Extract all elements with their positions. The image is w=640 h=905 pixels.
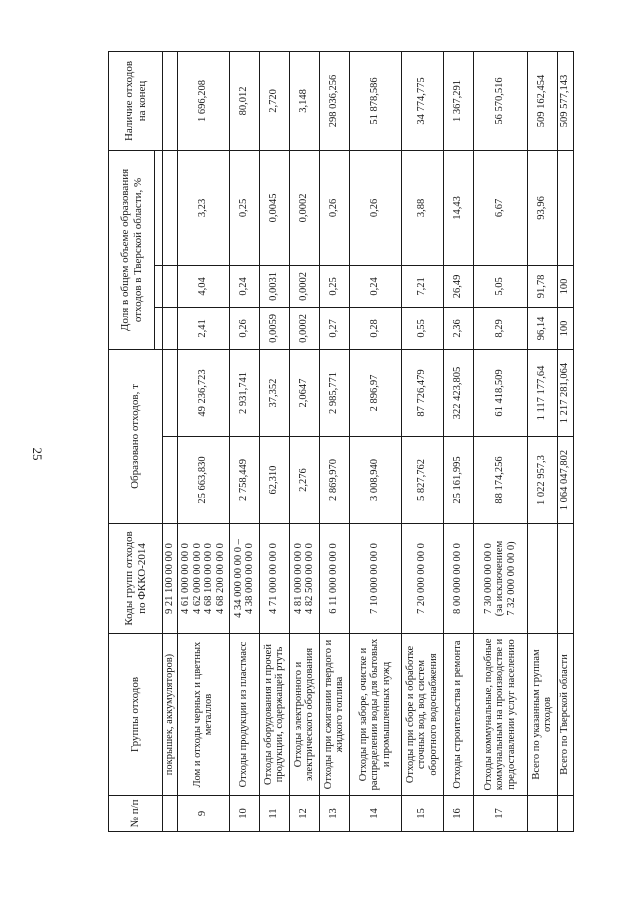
row-codes <box>259 524 289 634</box>
table-row <box>259 51 289 831</box>
row-stock <box>163 51 178 150</box>
row-num: 15 <box>401 796 443 832</box>
row-gen-b: 1 117 177,64 <box>527 349 557 436</box>
code-line: 4 38 000 00 00 0 <box>244 543 256 614</box>
row-gen-a: 2 758,449 <box>229 437 259 524</box>
table-row <box>401 51 443 831</box>
header-share-sub-b <box>155 265 163 307</box>
row-gen-a: 5 827,762 <box>401 437 443 524</box>
waste-table <box>108 51 574 832</box>
row-gen-b: 2,0647 <box>289 349 319 436</box>
row-gen-a: 2 869,970 <box>319 437 349 524</box>
code-line: 4 68 200 00 00 0 <box>215 543 226 614</box>
code-line: 8 00 000 00 00 0 <box>452 543 464 614</box>
row-stock: 509 577,143 <box>557 51 573 150</box>
row-gen-b <box>163 349 178 436</box>
page-number: 25 <box>30 447 45 461</box>
row-share-b: 0,24 <box>349 265 401 307</box>
row-share-b: 0,25 <box>319 265 349 307</box>
row-share-b: 0,0031 <box>259 265 289 307</box>
row-share-b: 100 <box>557 265 573 307</box>
row-share-c: 6,67 <box>473 150 527 265</box>
code-line: 4 81 000 00 00 0 <box>292 543 304 614</box>
row-codes <box>177 524 229 634</box>
row-share-a: 0,0002 <box>289 307 319 349</box>
row-num: 12 <box>289 796 319 832</box>
table-row <box>473 51 527 831</box>
row-stock: 34 774,775 <box>401 51 443 150</box>
row-gen-a: 25 663,830 <box>177 437 229 524</box>
header-generated: Образовано отходов, т <box>109 349 163 523</box>
row-num: 9 <box>177 796 229 832</box>
row-group: покрышек, аккумуляторов) <box>163 634 178 796</box>
row-gen-b: 2 985,771 <box>319 349 349 436</box>
row-share-c: 0,26 <box>349 150 401 265</box>
row-num: 11 <box>259 796 289 832</box>
row-share-b: 26,49 <box>443 265 473 307</box>
code-line: 7 10 000 00 00 0 <box>369 543 381 614</box>
row-num <box>527 796 557 832</box>
header-row-1 <box>109 51 155 831</box>
row-gen-b: 87 726,479 <box>401 349 443 436</box>
row-codes <box>443 524 473 634</box>
code-line: (за исключением <box>494 540 506 617</box>
table-row <box>289 51 319 831</box>
code-line: 7 20 000 00 00 0 <box>416 543 428 614</box>
row-share-a: 0,27 <box>319 307 349 349</box>
header-num: № п/п <box>109 796 163 832</box>
code-line: 4 61 000 00 00 0 <box>179 543 191 614</box>
row-share-b: 4,04 <box>177 265 229 307</box>
row-gen-a: 1 022 957,3 <box>527 437 557 524</box>
code-line: 7 30 000 00 00 0 <box>482 543 494 614</box>
row-share-a: 96,14 <box>527 307 557 349</box>
code-line: 4 71 000 00 00 0 <box>268 543 280 614</box>
row-group: Всего по Тверской области <box>557 634 573 796</box>
row-share-c: 14,43 <box>443 150 473 265</box>
row-num: 17 <box>473 796 527 832</box>
row-num: 16 <box>443 796 473 832</box>
row-gen-a <box>163 437 178 524</box>
row-share-c: 0,0045 <box>259 150 289 265</box>
row-share-c <box>557 150 573 265</box>
header-share: Доля в общем объеме образования отходов в Тверской области, % <box>109 150 155 349</box>
row-codes <box>557 524 573 634</box>
row-stock: 3,148 <box>289 51 319 150</box>
row-share-b: 7,21 <box>401 265 443 307</box>
code-line: 4 82 500 00 00 0 <box>304 543 316 614</box>
row-group: Отходы оборудования и прочей продукции, содержащей ртуть <box>259 634 289 796</box>
code-line: 4 62 000 00 00 0 <box>191 543 203 614</box>
table-row <box>229 51 259 831</box>
row-codes <box>473 524 527 634</box>
table-row <box>177 51 229 831</box>
row-share-c: 3,23 <box>177 150 229 265</box>
row-share-a <box>163 307 178 349</box>
row-gen-a: 62,310 <box>259 437 289 524</box>
row-share-a: 8,29 <box>473 307 527 349</box>
row-share-b: 5,05 <box>473 265 527 307</box>
rotated-table-container <box>108 52 571 832</box>
row-stock: 298 036,256 <box>319 51 349 150</box>
table-row <box>557 51 573 831</box>
row-share-c: 0,26 <box>319 150 349 265</box>
row-gen-a: 88 174,256 <box>473 437 527 524</box>
row-gen-b: 37,352 <box>259 349 289 436</box>
table-row <box>443 51 473 831</box>
table-row <box>319 51 349 831</box>
code-line: 7 32 000 00 00 0) <box>506 541 518 616</box>
table-row <box>349 51 401 831</box>
row-share-a: 0,55 <box>401 307 443 349</box>
code-line: 9 21 100 00 00 0 <box>164 543 175 614</box>
row-gen-b: 1 217 281,064 <box>557 349 573 436</box>
row-codes <box>527 524 557 634</box>
row-group: Лом и отходы черных и цветных металлов <box>177 634 229 796</box>
row-codes <box>289 524 319 634</box>
row-group: Отходы электронного и электрического оборудования <box>289 634 319 796</box>
table-row <box>163 51 178 831</box>
row-num <box>163 796 178 832</box>
row-gen-b: 2 896,97 <box>349 349 401 436</box>
row-gen-a: 3 008,940 <box>349 437 401 524</box>
row-gen-a: 2,276 <box>289 437 319 524</box>
code-line: 6 11 000 00 00 0 <box>328 543 340 614</box>
row-share-c: 0,0002 <box>289 150 319 265</box>
row-gen-b: 61 418,509 <box>473 349 527 436</box>
row-gen-a: 25 161,995 <box>443 437 473 524</box>
row-share-b: 91,78 <box>527 265 557 307</box>
row-codes <box>163 524 178 634</box>
row-stock: 1 367,291 <box>443 51 473 150</box>
row-gen-b: 49 236,723 <box>177 349 229 436</box>
row-stock: 80,012 <box>229 51 259 150</box>
row-share-c: 93,96 <box>527 150 557 265</box>
row-share-a: 0,0059 <box>259 307 289 349</box>
row-codes <box>349 524 401 634</box>
row-group: Отходы при сборе и обработке сточных вод, вод систем оборотного водоснабжения <box>401 634 443 796</box>
code-line: 4 34 000 00 00 0 – <box>232 539 244 618</box>
row-codes <box>229 524 259 634</box>
row-stock: 56 570,516 <box>473 51 527 150</box>
row-share-b: 0,24 <box>229 265 259 307</box>
row-share-a: 2,36 <box>443 307 473 349</box>
header-group: Группы отходов <box>109 634 163 796</box>
row-group: Отходы продукции из пластмасс <box>229 634 259 796</box>
row-num <box>557 796 573 832</box>
header-share-sub-a <box>155 307 163 349</box>
row-num: 10 <box>229 796 259 832</box>
row-share-a: 2,41 <box>177 307 229 349</box>
row-share-a: 0,26 <box>229 307 259 349</box>
code-line: 4 68 100 00 00 0 <box>203 543 215 614</box>
row-codes <box>319 524 349 634</box>
row-group: Всего по указанным группам отходов <box>527 634 557 796</box>
row-share-c: 0,25 <box>229 150 259 265</box>
row-share-b: 0,0002 <box>289 265 319 307</box>
row-gen-a: 1 064 047,802 <box>557 437 573 524</box>
row-num: 13 <box>319 796 349 832</box>
row-group: Отходы при сжигании твердого и жидкого топлива <box>319 634 349 796</box>
row-stock: 2,720 <box>259 51 289 150</box>
row-share-a: 100 <box>557 307 573 349</box>
row-gen-b: 322 423,805 <box>443 349 473 436</box>
header-codes: Коды групп отходов по ФККО-2014 <box>109 524 163 634</box>
row-share-c: 3,88 <box>401 150 443 265</box>
row-share-b <box>163 265 178 307</box>
row-stock: 1 696,208 <box>177 51 229 150</box>
row-num: 14 <box>349 796 401 832</box>
row-group: Отходы коммунальные, подобные коммунальным на производстве и предоставлении услуг населению <box>473 634 527 796</box>
table-row <box>527 51 557 831</box>
row-group: Отходы строительства и ремонта <box>443 634 473 796</box>
header-stock: Наличие отходов на конец <box>109 51 163 150</box>
header-share-sub-c <box>155 150 163 265</box>
row-gen-b: 2 931,741 <box>229 349 259 436</box>
row-stock: 509 162,454 <box>527 51 557 150</box>
row-stock: 51 878,586 <box>349 51 401 150</box>
row-group: Отходы при заборе, очистке и распределении воды для бытовых и промышленных нужд <box>349 634 401 796</box>
row-codes <box>401 524 443 634</box>
row-share-c <box>163 150 178 265</box>
row-share-a: 0,28 <box>349 307 401 349</box>
